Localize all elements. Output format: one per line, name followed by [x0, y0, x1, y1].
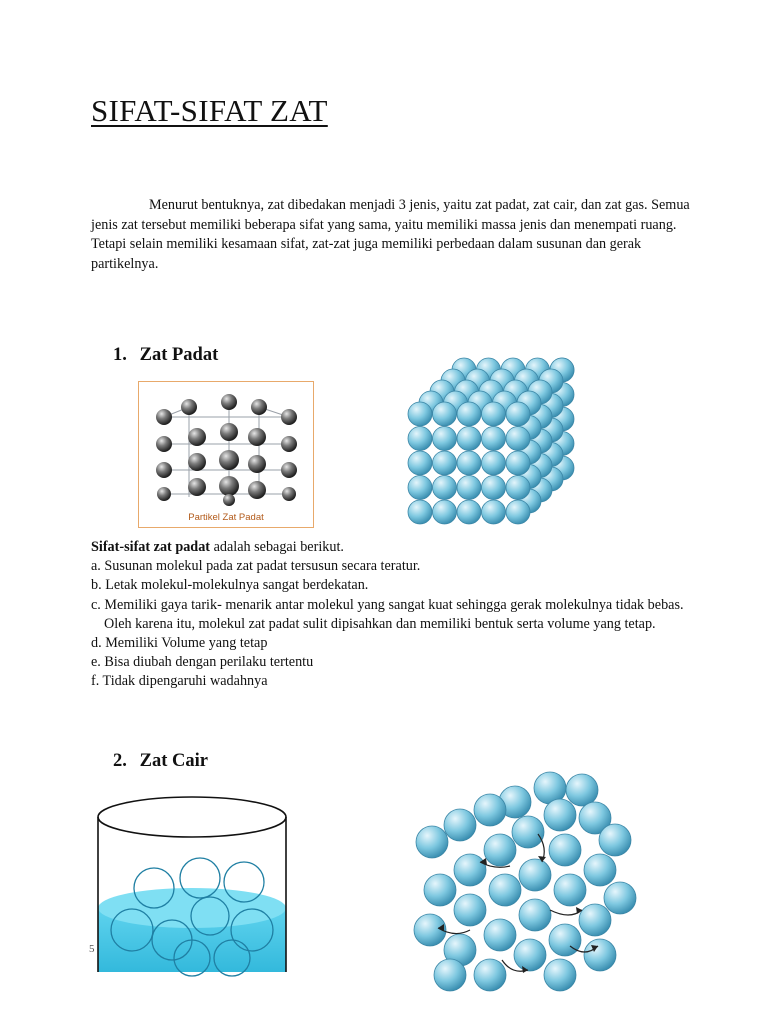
sphere — [489, 874, 521, 906]
sphere — [484, 834, 516, 866]
sphere — [408, 451, 432, 475]
sphere — [433, 451, 457, 475]
sphere — [484, 919, 516, 951]
solid-properties-list — [91, 538, 701, 692]
page-number: 5 — [89, 943, 95, 955]
liquid-beaker-illustration — [92, 790, 292, 980]
list-item: a. Susunan molekul pada zat padat tersusun secara teratur. — [91, 558, 421, 575]
sphere — [482, 476, 506, 500]
sphere — [408, 402, 432, 426]
sphere — [434, 959, 466, 991]
sphere — [514, 939, 546, 971]
heading-text: Zat Padat — [139, 345, 219, 365]
liquid-particles-illustration — [410, 770, 640, 1000]
sphere — [474, 959, 506, 991]
sphere — [408, 476, 432, 500]
sphere — [519, 859, 551, 891]
sphere — [433, 427, 457, 451]
sphere — [506, 500, 530, 524]
heading-number: 1. — [113, 345, 127, 365]
sphere — [506, 476, 530, 500]
sphere — [506, 402, 530, 426]
sphere — [482, 451, 506, 475]
sphere — [454, 894, 486, 926]
sphere — [424, 874, 456, 906]
solid-lattice-illustration — [139, 382, 312, 512]
sphere — [457, 500, 481, 524]
sphere — [433, 476, 457, 500]
sphere — [474, 794, 506, 826]
sphere — [584, 854, 616, 886]
intro-paragraph — [91, 196, 691, 275]
sphere — [454, 854, 486, 886]
sphere — [506, 427, 530, 451]
solid-sphere-cube-illustration — [398, 352, 608, 532]
sphere — [519, 899, 551, 931]
sphere — [549, 834, 581, 866]
properties-intro — [91, 538, 701, 557]
lattice-caption: Partikel Zat Padat — [188, 512, 264, 523]
sphere — [433, 402, 457, 426]
sphere — [579, 904, 611, 936]
sphere — [408, 427, 432, 451]
sphere — [544, 959, 576, 991]
list-item: d. Memiliki Volume yang tetap — [91, 635, 268, 652]
sphere — [506, 451, 530, 475]
sphere — [482, 427, 506, 451]
sphere — [482, 402, 506, 426]
intro-text: Menurut bentuknya, zat dibedakan menjadi 3 jenis, yaitu zat padat, zat cair, dan zat gas. Semua jenis zat tersebut memiliki beberapa sifat yang sama, yaitu memiliki massa jenis dan menempati ruang. Tetapi selain memiliki kesamaan sifat, zat-zat juga memiliki perbedaan dalam susunan dan gerak partikelnya. — [91, 197, 690, 273]
heading-number: 2. — [113, 751, 127, 771]
sphere — [482, 500, 506, 524]
sphere — [599, 824, 631, 856]
list-item: f. Tidak dipengaruhi wadahnya — [91, 673, 268, 690]
list-item: b. Letak molekul-molekulnya sangat berdekatan. — [91, 577, 369, 594]
sphere — [457, 476, 481, 500]
sphere — [512, 816, 544, 848]
sphere — [416, 826, 448, 858]
sphere — [457, 402, 481, 426]
solid-lattice-image — [138, 381, 314, 528]
sphere — [457, 451, 481, 475]
sphere — [433, 500, 457, 524]
sphere — [408, 500, 432, 524]
sphere — [584, 939, 616, 971]
sphere — [457, 427, 481, 451]
list-item: c. Memiliki gaya tarik- menarik antar molekul yang sangat kuat sehingga gerak molekulnya tidak bebas. Oleh karena itu, molekul zat padat sulit dipisahkan dan memiliki bentuk serta volume yang tetap. — [91, 596, 684, 632]
sphere — [554, 874, 586, 906]
properties-intro-rest: adalah sebagai berikut. — [210, 539, 344, 555]
sphere — [544, 799, 576, 831]
sphere — [444, 809, 476, 841]
sphere — [566, 774, 598, 806]
heading-zat-cair — [113, 751, 208, 772]
heading-zat-padat — [113, 345, 218, 366]
properties-intro-bold: Sifat-sifat zat padat — [91, 539, 211, 555]
sphere — [604, 882, 636, 914]
sphere — [549, 924, 581, 956]
page-title: SIFAT-SIFAT ZAT — [91, 93, 328, 128]
heading-text: Zat Cair — [139, 751, 208, 771]
list-item: e. Bisa diubah dengan perilaku tertentu — [91, 654, 314, 671]
